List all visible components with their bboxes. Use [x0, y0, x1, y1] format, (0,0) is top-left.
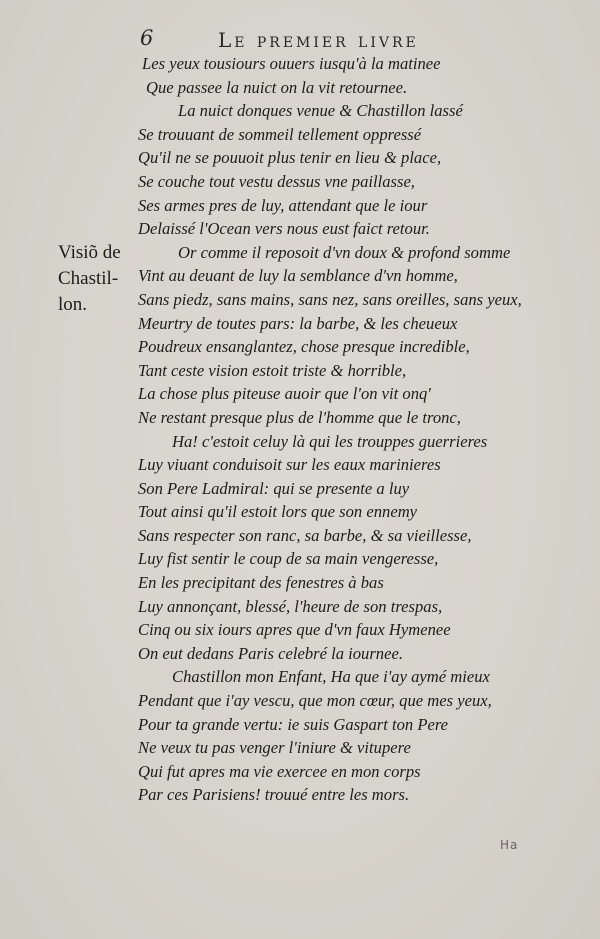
verse-line: Ne veux tu pas venger l'iniure & vitupere	[138, 738, 411, 758]
page-header	[128, 24, 568, 54]
verse-line: Se couche tout vestu dessus vne paillasse,	[138, 171, 415, 191]
page-number: 6	[140, 26, 154, 50]
verse-line: Sans piedz, sans mains, sans nez, sans oreilles, sans yeux,	[138, 289, 522, 309]
margin-note	[58, 240, 142, 318]
verse-line: Pendant que i'ay vescu, que mon cœur, que mes yeux,	[138, 691, 492, 711]
margin-note-line: lon.	[58, 294, 88, 315]
verse-line: En les precipitant des fenestres à bas	[138, 573, 384, 593]
verse-line: Pour ta grande vertu: ie suis Gaspart ton Pere	[138, 714, 449, 734]
verse-line: Delaissé l'Ocean vers nous eust faict retour.	[138, 219, 430, 239]
margin-note-line: Chastil-	[58, 268, 119, 289]
verse-line: Les yeux tousiours ouuers iusqu'à la matinee	[142, 54, 441, 73]
verse-line: Cinq ou six iours apres que d'vn faux Hymenee	[138, 620, 451, 640]
verse-line: Ha! c'estoit celuy là qui les trouppes guerrieres	[172, 431, 488, 451]
verse-line: Or comme il reposoit d'vn doux & profond somme	[178, 242, 511, 262]
verse-line: Tout ainsi qu'il estoit lors que son ennemy	[138, 502, 418, 522]
verse-line: Luy viuant conduisoit sur les eaux marinieres	[138, 455, 441, 475]
verse-line: La chose plus piteuse auoir que l'on vit onq'	[138, 384, 431, 404]
verse-line: Meurtry de toutes pars: la barbe, & les cheueux	[138, 313, 458, 333]
verse-line: Se trouuant de sommeil tellement oppressé	[138, 124, 422, 144]
verse-block	[138, 52, 578, 807]
verse-line: Luy fist sentir le coup de sa main vengeresse,	[138, 549, 439, 569]
verse-line: Son Pere Ladmiral: qui se presente a luy	[138, 478, 410, 498]
verse-line: Luy annonçant, blessé, l'heure de son trespas,	[138, 596, 443, 616]
verse-line: Qui fut apres ma vie exercee en mon corps	[138, 761, 421, 781]
verse-line: La nuict donques venue & Chastillon lassé	[178, 101, 463, 121]
verse-line: Vint au deuant de luy la semblance d'vn homme,	[138, 266, 458, 286]
verse-line: Poudreux ensanglantez, chose presque incredible,	[138, 337, 470, 357]
running-head: Le premier livre	[218, 28, 419, 52]
catchword: Ha	[500, 838, 519, 852]
verse-line: Chastillon mon Enfant, Ha que i'ay aymé mieux	[172, 667, 490, 687]
verse-line: Sans respecter son ranc, sa barbe, & sa vieillesse,	[138, 525, 472, 545]
margin-note-line: Visiõ de	[58, 242, 121, 263]
verse-line: On eut dedans Paris celebré la iournee.	[138, 643, 403, 663]
verse-line: Ses armes pres de luy, attendant que le iour	[138, 195, 428, 215]
verse-line: Par ces Parisiens! trouué entre les mors.	[138, 785, 410, 805]
verse-line: Que passee la nuict on la vit retournee.	[146, 77, 408, 97]
verse-line: Qu'il ne se pouuoit plus tenir en lieu & place,	[138, 148, 442, 168]
verse-line: Ne restant presque plus de l'homme que le tronc,	[138, 407, 461, 427]
verse-line: Tant ceste vision estoit triste & horrible,	[138, 360, 407, 380]
